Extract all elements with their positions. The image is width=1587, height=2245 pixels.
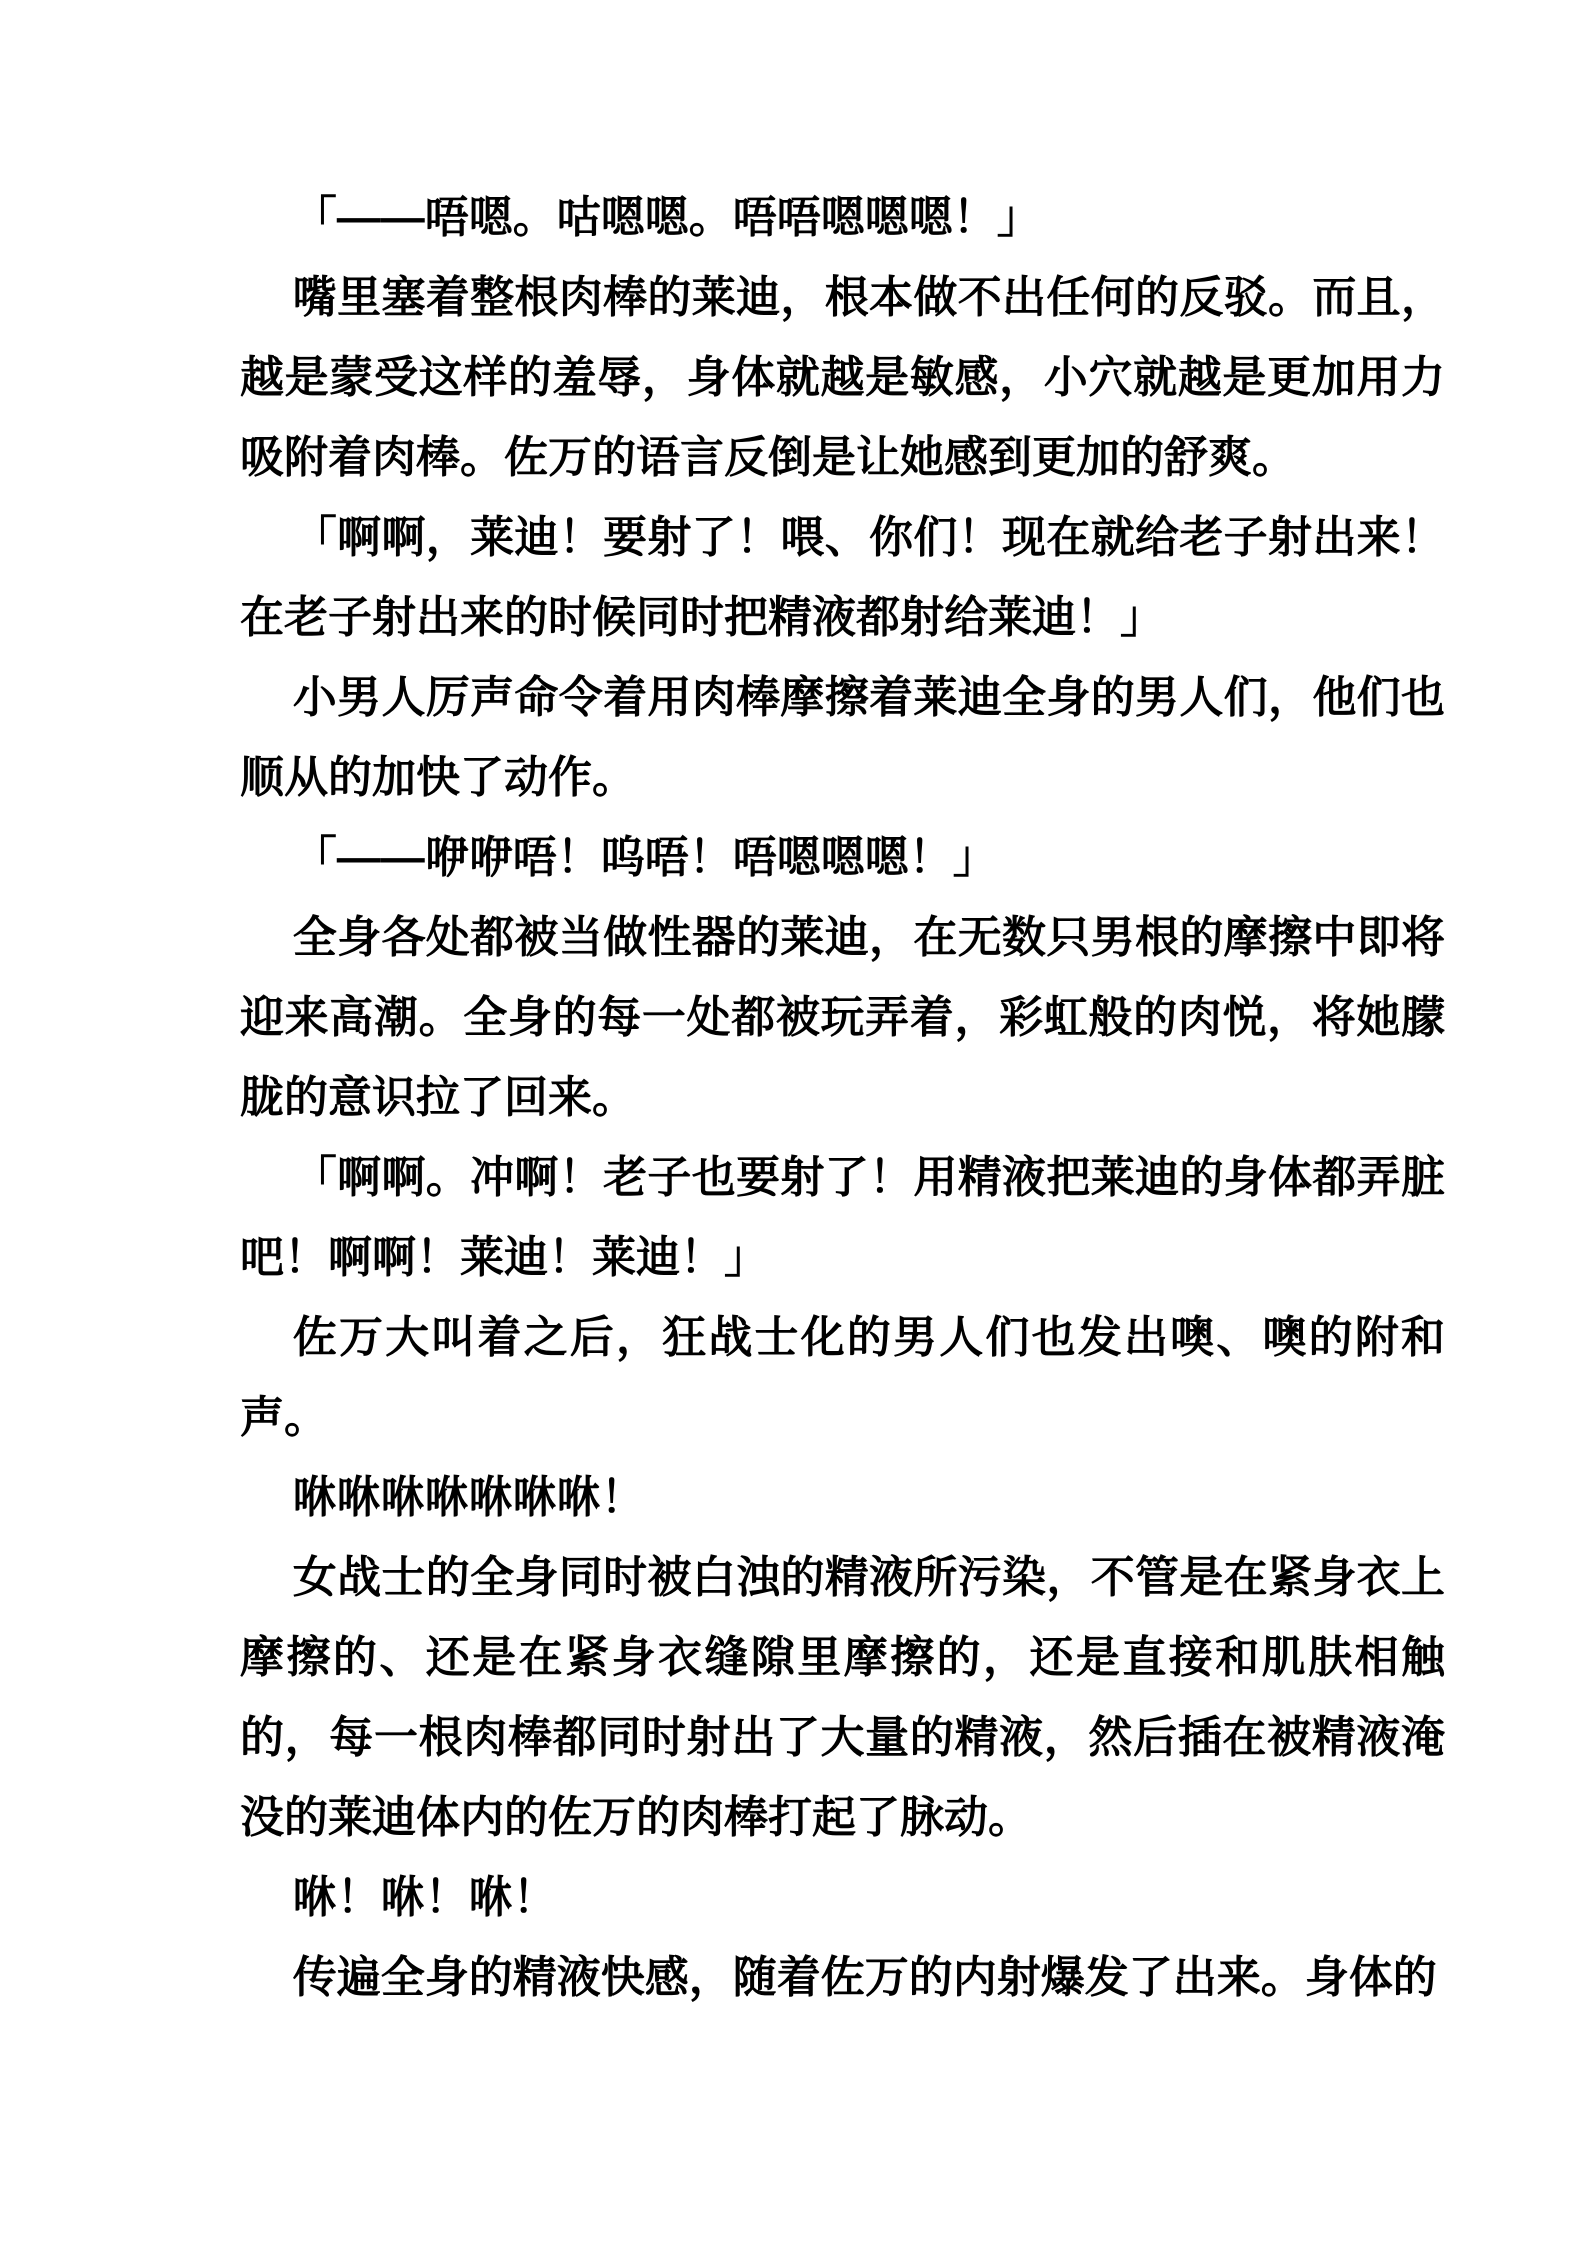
paragraph-narration: 小男人厉声命令着用肉棒摩擦着莱迪全身的男人们，他们也顺从的加快了动作。 [240,673,1445,802]
paragraph-dialogue: 「——咿咿唔！呜唔！唔嗯嗯嗯！」 [292,833,997,882]
paragraph-narration: 全身各处都被当做性器的莱迪，在无数只男根的摩擦中即将迎来高潮。全身的每一处都被玩弄着，彩虹般的肉悦，将她朦胧的意识拉了回来。 [240,913,1445,1122]
paragraph-dialogue: 「啊啊，莱迪！要射了！喂、你们！现在就给老子射出来！在老子射出来的时候同时把精液都射给莱迪！」 [240,513,1445,642]
paragraph-dialogue: 「啊啊。冲啊！老子也要射了！用精液把莱迪的身体都弄脏吧！啊啊！莱迪！莱迪！」 [240,1153,1445,1282]
body-text-block [240,178,1445,2018]
paragraph-narration: 佐万大叫着之后，狂战士化的男人们也发出噢、噢的附和声。 [240,1313,1445,1442]
paragraph-narration: 女战士的全身同时被白浊的精液所污染，不管是在紧身衣上摩擦的、还是在紧身衣缝隙里摩擦的，还是直接和肌肤相触的，每一根肉棒都同时射出了大量的精液，然后插在被精液淹没的莱迪体内的佐万的肉棒打起了脉动。 [240,1553,1445,1842]
paragraph-sound-effect: 咻！咻！咻！ [292,1873,557,1922]
paragraph-narration: 传遍全身的精液快感，随着佐万的内射爆发了出来。身体的 [292,1953,1437,2002]
paragraph-dialogue: 「——唔嗯。咕嗯嗯。唔唔嗯嗯嗯！」 [292,193,1041,242]
paragraph-sound-effect: 咻咻咻咻咻咻咻！ [292,1473,645,1522]
paragraph-narration: 嘴里塞着整根肉棒的莱迪，根本做不出任何的反驳。而且，越是蒙受这样的羞辱，身体就越是敏感，小穴就越是更加用力吸附着肉棒。佐万的语言反倒是让她感到更加的舒爽。 [240,273,1445,482]
